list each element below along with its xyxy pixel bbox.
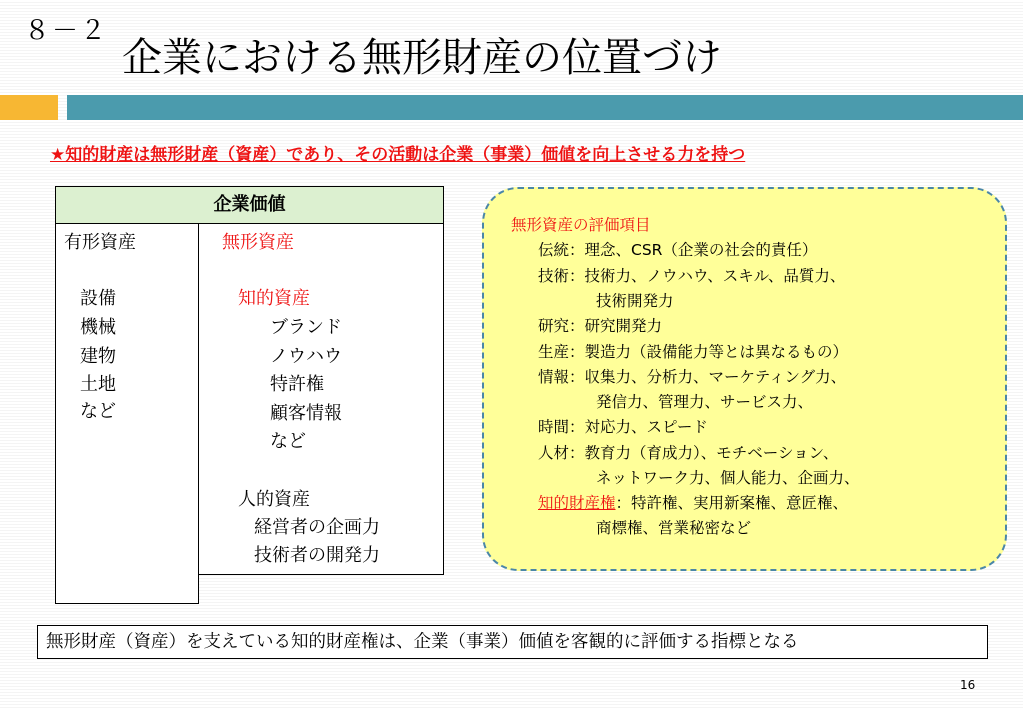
intangible-assets-label: 無形資産 <box>222 232 294 253</box>
evaluation-title: 無形資産の評価項目 <box>511 216 651 234</box>
evaluation-line: 生産：製造力（設備能力等とは異なるもの） <box>538 343 849 361</box>
evaluation-line: 研究：研究開発力 <box>538 317 663 335</box>
evaluation-line-ip <box>538 493 848 513</box>
evaluation-line: 商標権、営業秘密など <box>596 519 752 537</box>
intellectual-asset-item: など <box>270 431 306 452</box>
human-asset-item: 経営者の企画力 <box>254 517 380 538</box>
tangible-assets-label: 有形資産 <box>64 232 136 253</box>
intellectual-asset-item: 顧客情報 <box>270 403 342 424</box>
ip-rights-label: 知的財産権 <box>538 494 616 512</box>
page-number: 16 <box>960 678 976 692</box>
evaluation-line: 技術開発力 <box>596 292 674 310</box>
evaluation-line: 人材：教育力（育成力）、モチベーション、 <box>538 444 839 462</box>
slide-number: ８－２ <box>24 16 109 46</box>
accent-bar-orange <box>0 95 58 120</box>
corporate-value-header: 企業価値 <box>55 186 444 224</box>
tangible-item: 建物 <box>80 346 116 367</box>
intellectual-asset-item: 特許権 <box>270 374 324 395</box>
tangible-assets-box <box>55 223 199 604</box>
intellectual-assets-label: 知的資産 <box>238 288 310 309</box>
evaluation-line: 情報：収集力、分析力、マーケティング力、 <box>538 368 847 386</box>
intellectual-asset-item: ブランド <box>270 317 342 338</box>
human-asset-item: 技術者の開発力 <box>254 545 380 566</box>
evaluation-line: 時間：対応力、スピード <box>538 418 708 436</box>
human-assets-label: 人的資産 <box>238 489 310 510</box>
tangible-item: 土地 <box>80 374 116 395</box>
tangible-item: 設備 <box>80 288 116 309</box>
tangible-item: 機械 <box>80 317 116 338</box>
subtitle-statement: ★知的財産は無形財産（資産）であり、その活動は企業（事業）価値を向上させる力を持つ <box>50 145 746 165</box>
intellectual-asset-item: ノウハウ <box>270 346 342 367</box>
ip-rights-text: ：特許権、実用新案権、意匠権、 <box>615 494 849 512</box>
page-title: 企業における無形財産の位置づけ <box>122 35 722 81</box>
tangible-item: など <box>80 401 116 422</box>
evaluation-line: 技術：技術力、ノウハウ、スキル、品質力、 <box>538 267 846 285</box>
accent-bar-teal <box>67 95 1023 120</box>
evaluation-line: ネットワーク力、個人能力、企画力、 <box>596 469 860 487</box>
evaluation-line: 発信力、管理力、サービス力、 <box>596 393 814 411</box>
conclusion-box: 無形財産（資産）を支えている知的財産権は、企業（事業）価値を客観的に評価する指標となる <box>37 625 988 659</box>
evaluation-line: 伝統：理念、CSR（企業の社会的責任） <box>538 241 818 259</box>
